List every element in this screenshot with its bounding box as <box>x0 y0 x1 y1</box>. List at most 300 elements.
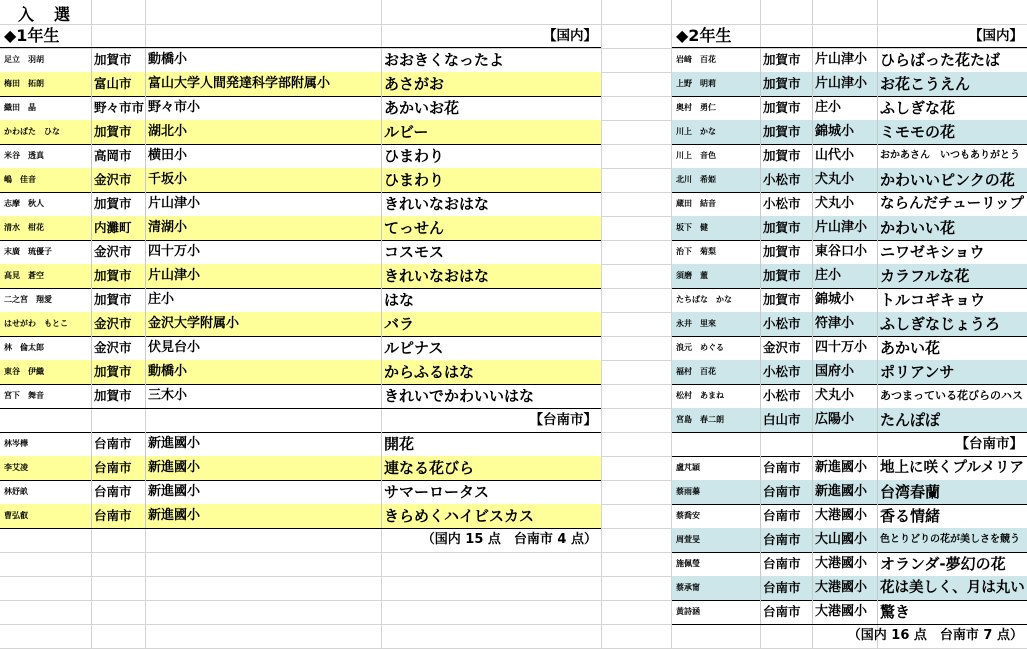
table-row <box>672 360 1027 385</box>
entrant-school: 新進國小 <box>148 508 201 523</box>
entrant-school: 犬丸小 <box>815 196 855 211</box>
artwork-title: 台湾春蘭 <box>880 483 941 501</box>
cell-divider <box>760 408 761 432</box>
entrant-name: 蔡雨蓁 <box>676 487 700 496</box>
entrant-city: 加賀市 <box>94 124 132 139</box>
table-row <box>672 552 1027 577</box>
entrant-city: 加賀市 <box>763 220 801 235</box>
artwork-title: オランダ-夢幻の花 <box>880 555 1006 573</box>
artwork-title: きれいなおはな <box>384 267 490 285</box>
entrant-school: 錦城小 <box>815 292 855 307</box>
table-row <box>672 576 1027 601</box>
cell-divider <box>145 216 146 240</box>
cell-divider <box>381 504 382 528</box>
artwork-title: ポリアンサ <box>880 363 955 381</box>
cell-divider <box>812 72 813 96</box>
cell-divider <box>145 456 146 480</box>
cell-divider <box>812 216 813 240</box>
cell-divider <box>145 312 146 336</box>
cell-divider <box>145 264 146 288</box>
artwork-title: ミモモの花 <box>880 123 956 141</box>
entrant-name: 須磨 董 <box>676 271 708 280</box>
artwork-title: 開花 <box>384 435 415 453</box>
entrant-school: 伏見台小 <box>148 340 201 355</box>
table-row <box>0 168 601 193</box>
artwork-title: ひまわり <box>384 171 445 189</box>
cell-divider <box>760 456 761 480</box>
cell-divider <box>760 384 761 408</box>
entrant-city: 加賀市 <box>763 124 801 139</box>
cell-divider <box>877 336 878 360</box>
cell-divider <box>381 432 382 456</box>
cell-divider <box>760 528 761 552</box>
entrant-school: 錦城小 <box>815 124 855 139</box>
entrant-name: 志摩 秋人 <box>4 199 44 208</box>
cell-divider <box>760 264 761 288</box>
cell-divider <box>91 120 92 144</box>
cell-divider <box>145 192 146 216</box>
table-row <box>672 504 1027 529</box>
cell-divider <box>760 336 761 360</box>
entrant-city: 加賀市 <box>94 268 132 283</box>
cell-divider <box>91 240 92 264</box>
cell-divider <box>877 264 878 288</box>
cell-divider <box>812 480 813 504</box>
cell-divider <box>812 240 813 264</box>
artwork-title: ふしぎなじょうろ <box>880 315 1001 333</box>
cell-divider <box>381 264 382 288</box>
entrant-city: 加賀市 <box>763 292 801 307</box>
cell-divider <box>877 72 878 96</box>
cell-divider <box>91 432 92 456</box>
entrant-school: 山代小 <box>815 148 855 163</box>
table-row <box>672 216 1027 241</box>
entrant-school: 横田小 <box>148 148 188 163</box>
cell-divider <box>91 48 92 72</box>
cell-divider <box>145 336 146 360</box>
entrant-name: 浪元 めぐる <box>676 343 724 352</box>
cell-divider <box>145 360 146 384</box>
entrant-school: 東谷口小 <box>815 244 868 259</box>
cell-divider <box>145 144 146 168</box>
artwork-title: あかいお花 <box>384 99 460 117</box>
table-row <box>0 144 601 169</box>
cell-divider <box>760 288 761 312</box>
entrant-city: 小松市 <box>763 316 801 331</box>
entrant-city: 金沢市 <box>94 244 132 259</box>
entrant-name: 李艾凌 <box>4 463 28 472</box>
entrant-school: 片山津小 <box>815 52 868 67</box>
artwork-title: 連なる花びら <box>384 459 475 477</box>
entrant-city: 台南市 <box>763 508 801 523</box>
artwork-title: 色とりどりの花が美しさを競う <box>880 534 1020 545</box>
table-row <box>0 384 601 409</box>
grade-header-row <box>0 25 601 48</box>
entrant-name: 米谷 透真 <box>4 151 44 160</box>
entrant-school: 三木小 <box>148 388 188 403</box>
entrant-name: 蔡承甯 <box>676 583 700 592</box>
artwork-title: バラ <box>384 315 415 333</box>
cell-divider <box>91 480 92 504</box>
entrant-city: 台南市 <box>763 604 801 619</box>
entrant-name: 清水 柑花 <box>4 223 44 232</box>
cell-divider <box>381 480 382 504</box>
artwork-title: きれいなおはな <box>384 195 490 213</box>
entrant-city: 台南市 <box>94 484 132 499</box>
points-summary: （国内 16 点 台南市 7 点） <box>847 628 1023 643</box>
table-row <box>0 480 601 505</box>
cell-divider <box>812 384 813 408</box>
cell-divider <box>381 96 382 120</box>
cell-divider <box>145 120 146 144</box>
cell-divider <box>760 480 761 504</box>
artwork-title: かわいいピンクの花 <box>880 171 1015 189</box>
entrant-school: 国府小 <box>815 364 855 379</box>
cell-divider <box>812 264 813 288</box>
artwork-title: あかい花 <box>880 339 941 357</box>
table-row <box>672 456 1027 481</box>
cell-divider <box>760 48 761 72</box>
entrant-city: 台南市 <box>94 460 132 475</box>
cell-divider <box>877 144 878 168</box>
entrant-name: たちばな かな <box>676 295 732 304</box>
cell-divider <box>145 384 146 408</box>
cell-divider <box>877 96 878 120</box>
entrant-school: 庄小 <box>815 100 842 115</box>
cell-divider <box>91 168 92 192</box>
entrant-school: 四十万小 <box>148 244 201 259</box>
artwork-title: 花は美しく、月は丸い <box>880 580 1025 596</box>
entrant-school: 清湖小 <box>148 220 188 235</box>
cell-divider <box>877 312 878 336</box>
cell-divider <box>381 288 382 312</box>
cell-divider <box>91 264 92 288</box>
table-row <box>672 144 1027 169</box>
entrant-city: 金沢市 <box>94 172 132 187</box>
entrant-name: 黃詩涵 <box>676 607 700 616</box>
entrant-school: 新進國小 <box>148 484 201 499</box>
entrant-city: 加賀市 <box>94 292 132 307</box>
artwork-title: ひらばった花たば <box>880 51 1001 69</box>
entrant-name: 松村 あまね <box>676 391 724 400</box>
cell-divider <box>381 384 382 408</box>
entrant-name: 周萱旻 <box>676 535 700 544</box>
table-row <box>672 48 1027 73</box>
cell-divider <box>91 504 92 528</box>
artwork-title: からふるはな <box>384 363 475 381</box>
artwork-title: ならんだチューリップ <box>880 196 1024 212</box>
entrant-name: はせがわ もとこ <box>4 319 68 328</box>
cell-divider <box>381 144 382 168</box>
artwork-title: てっせん <box>384 219 445 237</box>
artwork-title: ひまわり <box>384 147 445 165</box>
artwork-title: コスモス <box>384 243 445 261</box>
entrant-name: 蔵田 結音 <box>676 199 716 208</box>
entrant-name: 福村 百花 <box>676 367 716 376</box>
grade2-table <box>672 0 1027 649</box>
entrant-name: 坂下 健 <box>676 223 708 232</box>
cell-divider <box>760 360 761 384</box>
cell-divider <box>145 96 146 120</box>
entrant-name: 北川 希姫 <box>676 175 716 184</box>
entrant-school: 片山津小 <box>148 196 201 211</box>
table-row <box>0 288 601 313</box>
cell-divider <box>760 240 761 264</box>
table-row <box>672 192 1027 217</box>
cell-divider <box>812 336 813 360</box>
artwork-title: お花こうえん <box>880 75 971 93</box>
artwork-title: かわいい花 <box>880 219 956 237</box>
cell-divider <box>381 48 382 72</box>
entrant-city: 加賀市 <box>94 196 132 211</box>
cell-divider <box>91 288 92 312</box>
artwork-title: ふしぎな花 <box>880 99 956 117</box>
cell-divider <box>145 48 146 72</box>
entrant-name: 林岑樺 <box>4 439 28 448</box>
entrant-school: 片山津小 <box>815 76 868 91</box>
cell-divider <box>145 288 146 312</box>
cell-divider <box>381 312 382 336</box>
entrant-name: 蔡喬安 <box>676 511 700 520</box>
table-row <box>0 120 601 145</box>
entrant-school: 片山津小 <box>815 220 868 235</box>
cell-divider <box>877 288 878 312</box>
cell-divider <box>812 576 813 600</box>
table-row <box>0 432 601 457</box>
entrant-school: 動橋小 <box>148 52 188 67</box>
entrant-city: 加賀市 <box>763 244 801 259</box>
cell-divider <box>760 72 761 96</box>
entrant-name: 曹弘叡 <box>4 511 28 520</box>
cell-divider <box>760 600 761 624</box>
table-row <box>0 72 601 97</box>
summary-row <box>672 624 1027 648</box>
entrant-city: 台南市 <box>763 460 801 475</box>
entrant-name: 川上 かな <box>676 127 716 136</box>
entrant-name: 梅田 拓朗 <box>4 79 44 88</box>
cell-divider <box>145 504 146 528</box>
cell-divider <box>760 552 761 576</box>
region-domestic-label: 【国内】 <box>543 28 597 44</box>
cell-divider <box>91 312 92 336</box>
entrant-school: 千坂小 <box>148 172 188 187</box>
cell-divider <box>877 240 878 264</box>
cell-divider <box>877 360 878 384</box>
cell-divider <box>877 192 878 216</box>
entrant-school: 符津小 <box>815 316 855 331</box>
cell-divider <box>91 72 92 96</box>
entrant-name: 岩﨑 百花 <box>676 55 716 64</box>
artwork-title: カラフルな花 <box>880 267 970 285</box>
table-row <box>672 408 1027 433</box>
entrant-city: 高岡市 <box>94 148 132 163</box>
cell-divider <box>877 48 878 72</box>
cell-divider <box>91 336 92 360</box>
table-row <box>0 312 601 337</box>
entrant-city: 小松市 <box>763 172 801 187</box>
cell-divider <box>760 120 761 144</box>
artwork-title: 驚き <box>880 603 911 621</box>
entrant-school: 湖北小 <box>148 124 188 139</box>
cell-divider <box>91 216 92 240</box>
entrant-school: 富山大学人間発達科学部附属小 <box>148 76 331 91</box>
table-row <box>672 72 1027 97</box>
artwork-title: ルビー <box>384 123 429 141</box>
entrant-name: 治下 菊梨 <box>676 247 716 256</box>
entrant-name: 東谷 伊織 <box>4 367 44 376</box>
cell-divider <box>145 480 146 504</box>
cell-divider <box>760 168 761 192</box>
cell-divider <box>877 168 878 192</box>
cell-divider <box>812 360 813 384</box>
cell-divider <box>91 360 92 384</box>
table-row <box>672 528 1027 553</box>
cell-divider <box>812 600 813 624</box>
entrant-city: 金沢市 <box>94 316 132 331</box>
entrant-school: 四十万小 <box>815 340 868 355</box>
cell-divider <box>760 144 761 168</box>
table-row <box>0 336 601 361</box>
entrant-name: 二之宮 翔愛 <box>4 295 52 304</box>
entrant-school: 動橋小 <box>148 364 188 379</box>
entrant-city: 加賀市 <box>763 268 801 283</box>
cell-divider <box>812 120 813 144</box>
entrant-school: 大山國小 <box>815 532 868 547</box>
summary-row <box>0 528 601 552</box>
cell-divider <box>812 96 813 120</box>
entrant-name: 足立 羽胡 <box>4 55 44 64</box>
artwork-title: たんぽぽ <box>880 411 941 429</box>
cell-divider <box>760 312 761 336</box>
entrant-city: 金沢市 <box>763 340 801 355</box>
cell-divider <box>877 552 878 576</box>
cell-divider <box>877 504 878 528</box>
cell-divider <box>145 240 146 264</box>
entrant-school: 新進國小 <box>815 460 868 475</box>
entrant-city: 台南市 <box>763 484 801 499</box>
cell-divider <box>812 552 813 576</box>
cell-divider <box>877 384 878 408</box>
table-row <box>0 360 601 385</box>
cell-divider <box>812 456 813 480</box>
table-row <box>672 168 1027 193</box>
artwork-title: おおきくなったよ <box>384 51 505 69</box>
cell-divider <box>91 144 92 168</box>
cell-divider <box>812 528 813 552</box>
cell-divider <box>381 336 382 360</box>
entrant-city: 小松市 <box>763 364 801 379</box>
entrant-name: 宮下 舞音 <box>4 391 44 400</box>
table-row <box>0 192 601 217</box>
cell-divider <box>145 168 146 192</box>
cell-divider <box>91 96 92 120</box>
entrant-school: 広陽小 <box>815 412 855 427</box>
grade-header-row <box>672 25 1027 48</box>
region-tainan-label: 【台南市】 <box>955 436 1023 452</box>
cell-divider <box>91 192 92 216</box>
points-summary: （国内 15 点 台南市 4 点） <box>421 532 597 547</box>
cell-divider <box>877 216 878 240</box>
entrant-city: 加賀市 <box>94 388 132 403</box>
artwork-title: きれいでかわいいはな <box>384 387 535 405</box>
cell-divider <box>381 360 382 384</box>
cell-divider <box>877 120 878 144</box>
table-row <box>672 384 1027 409</box>
entrant-city: 加賀市 <box>94 364 132 379</box>
entrant-school: 犬丸小 <box>815 172 855 187</box>
artwork-title: きらめくハイビスカス <box>384 507 535 525</box>
entrant-name: 末廣 琉優子 <box>4 247 52 256</box>
table-row <box>672 600 1027 625</box>
entrant-city: 金沢市 <box>94 340 132 355</box>
cell-divider <box>812 48 813 72</box>
entrant-city: 白山市 <box>763 412 801 427</box>
entrant-name: 織田 晶 <box>4 103 36 112</box>
entrant-city: 内灘町 <box>94 220 132 235</box>
table-row <box>672 312 1027 337</box>
entrant-city: 台南市 <box>763 556 801 571</box>
cell-divider <box>381 240 382 264</box>
heading: 入 選 <box>18 5 73 24</box>
cell-divider <box>91 384 92 408</box>
entrant-name: 高見 蒼空 <box>4 271 44 280</box>
artwork-title: おかあさん いつもありがとう <box>880 150 1020 161</box>
entrant-school: 片山津小 <box>148 268 201 283</box>
table-row <box>672 264 1027 289</box>
grade-label: ◆2年生 <box>676 26 732 45</box>
entrant-school: 新進國小 <box>815 484 868 499</box>
table-row <box>0 96 601 121</box>
table-row <box>0 216 601 241</box>
entrant-school: 新進國小 <box>148 436 201 451</box>
table-row <box>672 288 1027 313</box>
entrant-city: 台南市 <box>763 580 801 595</box>
table-row <box>0 240 601 265</box>
cell-divider <box>877 408 878 432</box>
artwork-title: トルコギキョウ <box>880 291 986 309</box>
entrant-name: 宮島 春二朗 <box>676 415 724 424</box>
table-row <box>672 96 1027 121</box>
artwork-title: 香る情緒 <box>880 507 941 525</box>
cell-divider <box>812 144 813 168</box>
entrant-school: 大港國小 <box>815 604 868 619</box>
entrant-name: 施佩瑩 <box>676 559 700 568</box>
cell-divider <box>877 480 878 504</box>
cell-divider <box>381 456 382 480</box>
entrant-name: 奥村 勇仁 <box>676 103 716 112</box>
entrant-name: 林妤畝 <box>4 487 28 496</box>
cell-divider <box>760 576 761 600</box>
region-domestic-label: 【国内】 <box>969 28 1023 44</box>
cell-divider <box>877 456 878 480</box>
entrant-school: 庄小 <box>148 292 175 307</box>
artwork-title: サマーロータス <box>384 483 490 501</box>
artwork-title: はな <box>384 291 415 309</box>
region-tainan-row <box>672 432 1027 457</box>
entrant-school: 野々市小 <box>148 100 201 115</box>
table-row <box>672 336 1027 361</box>
cell-divider <box>760 96 761 120</box>
entrant-name: かわばた ひな <box>4 127 60 136</box>
table-row <box>0 456 601 481</box>
cell-divider <box>812 408 813 432</box>
entrant-name: 永井 里來 <box>676 319 716 328</box>
entrant-city: 小松市 <box>763 196 801 211</box>
table-row <box>672 120 1027 145</box>
entrant-school: 新進國小 <box>148 460 201 475</box>
cell-divider <box>145 72 146 96</box>
cell-divider <box>381 168 382 192</box>
